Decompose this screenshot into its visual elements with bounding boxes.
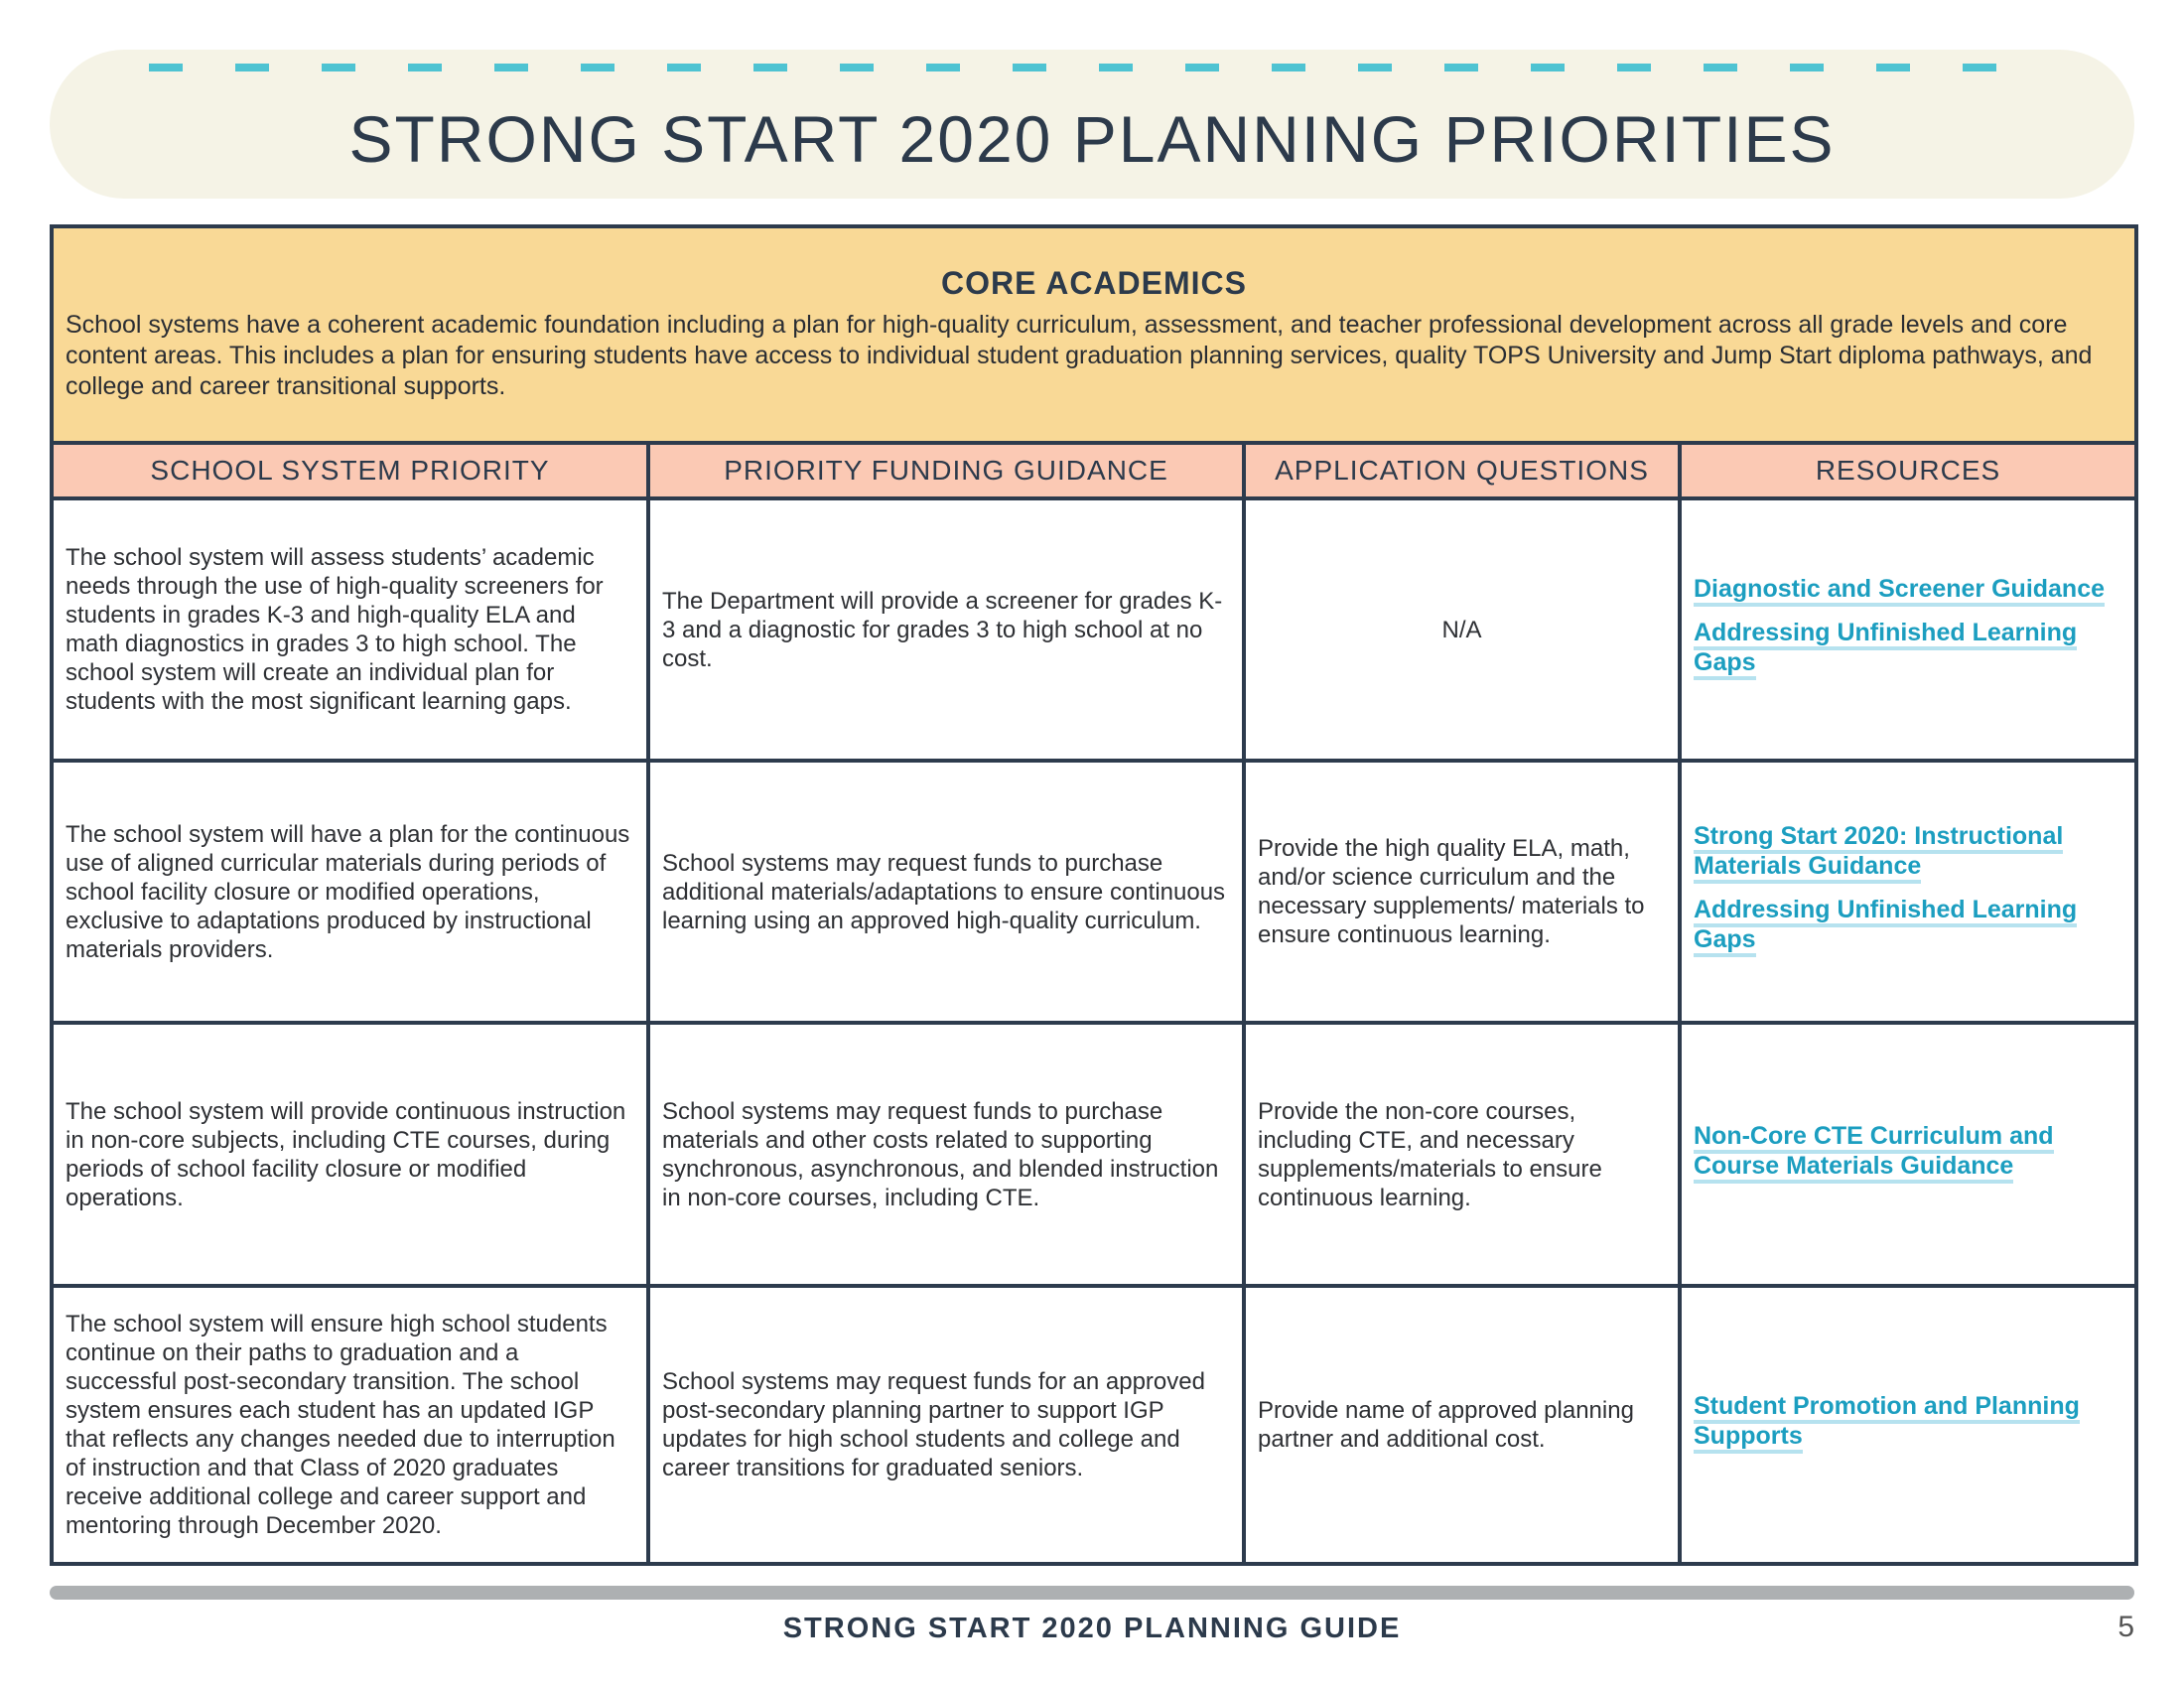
priority-cell: The school system will ensure high school students continue on their paths to graduation and a successful post-secondary transition. The school system ensures each student has an updated IGP that reflects any changes needed due to interruption of instruction and that Class of 2020 graduates receive additional college and career support and mentoring through December 2020.	[52, 1286, 648, 1564]
footer-divider	[50, 1586, 2134, 1600]
priority-cell: The school system will have a plan for the continuous use of aligned curricular materials during periods of school facility closure or modified operations, exclusive to adaptations produced by instructional materials providers.	[52, 761, 648, 1023]
column-header-funding: PRIORITY FUNDING GUIDANCE	[648, 443, 1244, 498]
decorative-dashed-line	[149, 64, 2035, 71]
column-header-questions: APPLICATION QUESTIONS	[1244, 443, 1680, 498]
footer-title: STRONG START 2020 PLANNING GUIDE	[782, 1613, 1402, 1644]
questions-cell: Provide name of approved planning partner and additional cost.	[1244, 1286, 1680, 1564]
resources-cell	[1680, 498, 2136, 761]
section-header	[52, 226, 2136, 443]
resource-link[interactable]: Addressing Unfinished Learning Gaps	[1694, 896, 2077, 957]
resource-link[interactable]: Non-Core CTE Curriculum and Course Materials Guidance	[1694, 1122, 2054, 1184]
table-row	[52, 1286, 2136, 1564]
column-header-priority: SCHOOL SYSTEM PRIORITY	[52, 443, 648, 498]
resource-link[interactable]: Strong Start 2020: Instructional Materials Guidance	[1694, 822, 2063, 884]
section-description: School systems have a coherent academic foundation including a plan for high-quality curriculum, assessment, and teacher professional development across all grade levels and core content areas. This includes a plan for ensuring students have access to individual student graduation planning services, quality TOPS University and Jump Start diploma pathways, and college and career transitional supports.	[66, 311, 2093, 400]
priority-cell: The school system will assess students’ academic needs through the use of high-quality screeners for students in grades K-3 and high-quality ELA and math diagnostics in grades 3 to high school. The school system will create an individual plan for students with the most significant learning gaps.	[52, 498, 648, 761]
table-row	[52, 1023, 2136, 1286]
resource-link[interactable]: Student Promotion and Planning Supports	[1694, 1392, 2080, 1454]
table-row	[52, 498, 2136, 761]
resources-cell	[1680, 761, 2136, 1023]
questions-cell: N/A	[1244, 498, 1680, 761]
resources-cell	[1680, 1023, 2136, 1286]
funding-cell: School systems may request funds to purchase materials and other costs related to supporting synchronous, asynchronous, and blended instruction in non-core courses, including CTE.	[648, 1023, 1244, 1286]
page-number: 5	[2117, 1611, 2134, 1643]
resource-link[interactable]: Addressing Unfinished Learning Gaps	[1694, 619, 2077, 680]
resources-cell	[1680, 1286, 2136, 1564]
funding-cell: The Department will provide a screener for grades K-3 and a diagnostic for grades 3 to high school at no cost.	[648, 498, 1244, 761]
questions-cell: Provide the non-core courses, including CTE, and necessary supplements/materials to ensure continuous learning.	[1244, 1023, 1680, 1286]
questions-cell: Provide the high quality ELA, math, and/or science curriculum and the necessary supplements/ materials to ensure continuous learning.	[1244, 761, 1680, 1023]
resource-link[interactable]: Diagnostic and Screener Guidance	[1694, 575, 2105, 607]
funding-cell: School systems may request funds to purchase additional materials/adaptations to ensure continuous learning using an approved high-quality curriculum.	[648, 761, 1244, 1023]
title-banner	[50, 50, 2134, 199]
priority-cell: The school system will provide continuous instruction in non-core subjects, including CTE courses, during periods of school facility closure or modified operations.	[52, 1023, 648, 1286]
page-title: STRONG START 2020 PLANNING PRIORITIES	[348, 102, 1836, 176]
section-title: CORE ACADEMICS	[941, 265, 1247, 301]
table-row	[52, 761, 2136, 1023]
column-header-resources: RESOURCES	[1680, 443, 2136, 498]
priorities-table	[50, 224, 2138, 1566]
funding-cell: School systems may request funds for an approved post-secondary planning partner to support IGP updates for high school students and college and career transitions for graduated seniors.	[648, 1286, 1244, 1564]
